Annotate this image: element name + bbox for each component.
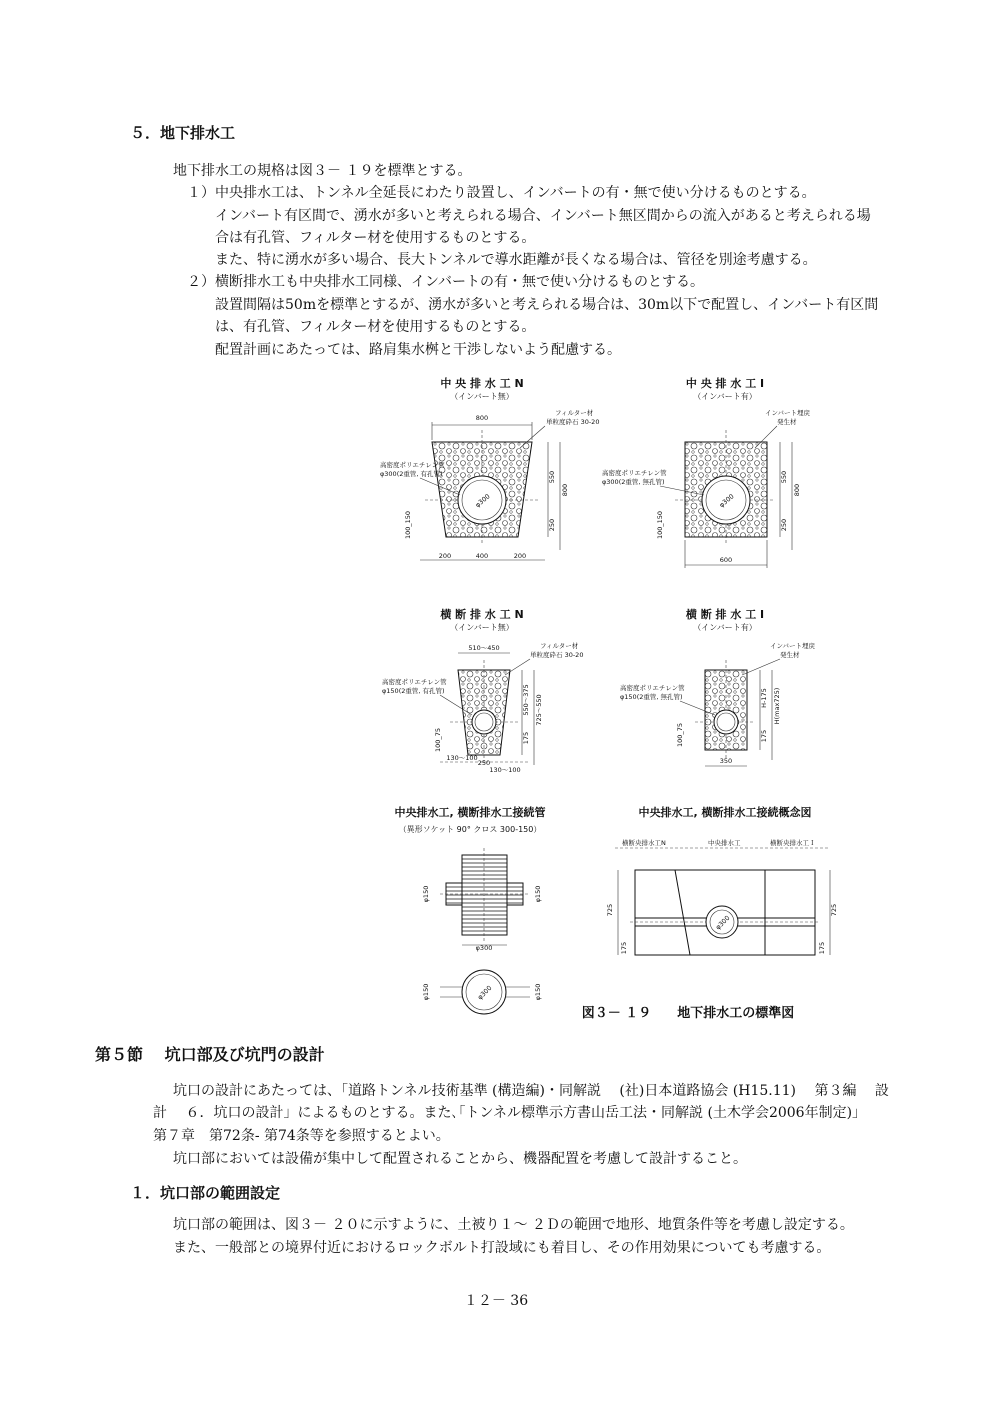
dim-h: 550 (780, 470, 788, 484)
dim-h: 725～550 (535, 694, 543, 726)
dim-r: φ150 (534, 885, 542, 903)
pipe-label: φ150(2重管, 有孔管) (382, 687, 445, 695)
body-line: 第７章 第72条- 第74条等を参照するとよい。 (153, 1128, 450, 1144)
dim-r: 725 (830, 903, 838, 917)
dim-left: 100_150 (404, 510, 412, 540)
item2-line: ２）横断排水工も中央排水工同様、インバートの有・無で使い分けるものとする。 (187, 274, 705, 290)
dim-r: φ150 (534, 983, 542, 1001)
dim-left: 100_75 (676, 723, 684, 747)
intro-text: 地下排水工の規格は図３－ １９を標準とする。 (173, 163, 472, 179)
dim-bottom: 250 (477, 759, 491, 767)
fill-label: 発生材 (777, 418, 797, 426)
pipe-label: 高密度ポリエチレン管 (380, 461, 445, 469)
dim-bottom: 400 (475, 552, 489, 560)
panel-joint-pipe (394, 805, 545, 1014)
item1-line: １）中央排水工は、トンネル全延長にわたり設置し、インバートの有・無で使い分けるものとする。 (187, 185, 816, 201)
dim-section: φ300 (475, 983, 494, 1002)
panel-subtitle: （インバート無） (450, 623, 514, 632)
section-heading: １．坑口部の範囲設定 (130, 1184, 281, 1202)
dim-l: 725 (606, 903, 614, 917)
panel-connection-concept (606, 805, 838, 955)
drainage-standard-figure (340, 370, 860, 1025)
dim-left: 100_150 (656, 510, 664, 540)
body-line: 坑口部においては設備が集中して配置されることから、機器配置を考慮して設計すること。 (173, 1151, 747, 1167)
dim-l: 175 (620, 941, 628, 955)
pipe-label: 高密度ポリエチレン管 (382, 678, 447, 686)
fill-label: インバート埋戻 (770, 642, 816, 650)
dim-bottom: 200 (513, 552, 527, 560)
item1-line: インバート有区間で、湧水が多いと考えられる場合、インバート無区間からの流入があると考えられる場 (215, 208, 871, 224)
panel-subtitle: （インバート有） (693, 623, 757, 632)
dim-h: 800 (793, 483, 801, 497)
pipe-label: 高密度ポリエチレン管 (602, 469, 667, 477)
panel-cross-drain-i (620, 607, 816, 766)
dim-l: φ150 (422, 885, 430, 903)
dim-h: 175 (760, 729, 768, 743)
panel-central-drain-n (380, 376, 599, 560)
pipe-dim: φ300 (717, 492, 736, 510)
dim-left: 100_75 (434, 728, 442, 752)
item1-line: また、特に湧水が多い場合、長大トンネルで導水距離が長くなる場合は、管径を別途考慮する。 (215, 252, 817, 268)
figure-caption: 図３－ １９ 地下排水工の標準図 (581, 1006, 795, 1021)
pipe-dim: φ300 (713, 913, 732, 932)
panel-title: 中央排水工, 横断排水工接続概念図 (638, 806, 812, 819)
item2-line: 配置計画にあたっては、路肩集水桝と干渉しないよう配慮する。 (215, 342, 621, 358)
section-heading: ５．地下排水工 (130, 124, 236, 142)
panel-subtitle: （インバート無） (450, 392, 514, 401)
panel-title: 中央排水工, 横断排水工接続管 (394, 806, 546, 819)
dim-h: H-175 (760, 688, 768, 708)
panel-title: 横 断 排 水 工 N (440, 608, 524, 621)
dim-h: 250 (548, 518, 556, 532)
dim-bottom: 200 (438, 552, 452, 560)
pipe-label: φ300(2重管, 無孔管) (602, 478, 665, 486)
filter-label: 単粒度砕石 30-20 (546, 418, 600, 426)
dim-bottom: φ300 (475, 944, 493, 952)
dim-top: 800 (475, 414, 489, 422)
item2-line: 設置間隔は50mを標準とするが、湧水が多いと考えられる場合は、30m以下で配置し、インバート有区間 (215, 297, 879, 313)
item1-line: 合は有孔管、フィルター材を使用するものとする。 (215, 230, 536, 246)
filter-label: 単粒度砕石 30-20 (530, 651, 584, 659)
panel-cross-drain-n (382, 607, 583, 774)
panel-subtitle: （異形ソケット 90° クロス 300-150） (398, 825, 542, 834)
panel-central-drain-i (602, 376, 811, 568)
filter-label: フィルター材 (555, 409, 594, 417)
dim-bottom: 130～100 (489, 766, 521, 774)
dim-h: 175 (522, 731, 530, 745)
dim-l: φ150 (422, 983, 430, 1001)
dim-top: 510～450 (468, 644, 500, 652)
pipe-label: φ300(2重管, 有孔管) (380, 470, 443, 478)
body-line: 坑口部の範囲は、図３－ ２０に示すように、土被り１～ ２Ｄの範囲で地形、地質条件等を考慮し設定する。 (173, 1217, 854, 1233)
filter-label: フィルター材 (540, 642, 579, 650)
dim-r: 175 (818, 941, 826, 955)
concept-label: 横断央排水工Ｉ (770, 839, 816, 847)
panel-title: 中 央 排 水 工 N (440, 377, 524, 390)
body-line: また、一般部との境界付近におけるロックボルト打設域にも着目し、その作用効果についても考慮する。 (173, 1240, 831, 1256)
item2-line: は、有孔管、フィルター材を使用するものとする。 (215, 319, 536, 335)
concept-label: 横断央排水工N (622, 839, 666, 847)
dim-h: 550 (548, 470, 556, 484)
body-line: 坑口の設計にあたっては、｢道路トンネル技術基準 (構造編)・同解説 (社)日本道路協会 (H15.11) 第３編 設 (173, 1083, 889, 1099)
dim-h: H(max725) (773, 687, 781, 725)
pipe-dim: φ300 (473, 492, 492, 510)
dim-h: 550～375 (522, 684, 530, 716)
concept-label: 中央排水工 (708, 839, 741, 847)
panel-subtitle: （インバート有） (693, 392, 757, 401)
body-line: 計 ６．坑口の設計」によるものとする。また､｢トンネル標準示方書山岳工法・同解説 (土木学会2006年制定)」 (153, 1105, 867, 1121)
pipe-label: φ150(2重管, 無孔管) (620, 693, 683, 701)
dim-bottom: 130～100 (446, 754, 478, 762)
pipe-label: 高密度ポリエチレン管 (620, 684, 685, 692)
dim-h: 250 (780, 518, 788, 532)
dim-bottom: 600 (719, 556, 733, 564)
dim-h: 800 (561, 483, 569, 497)
fill-label: 発生材 (780, 651, 800, 659)
fill-label: インバート埋戻 (765, 409, 811, 417)
page-number: １２－ 36 (463, 1293, 529, 1309)
panel-title: 中 央 排 水 工 I (685, 377, 765, 390)
chapter-heading: 第５節 坑口部及び坑門の設計 (95, 1045, 325, 1064)
dim-bottom: 350 (719, 757, 733, 765)
panel-title: 横 断 排 水 工 I (685, 608, 765, 621)
